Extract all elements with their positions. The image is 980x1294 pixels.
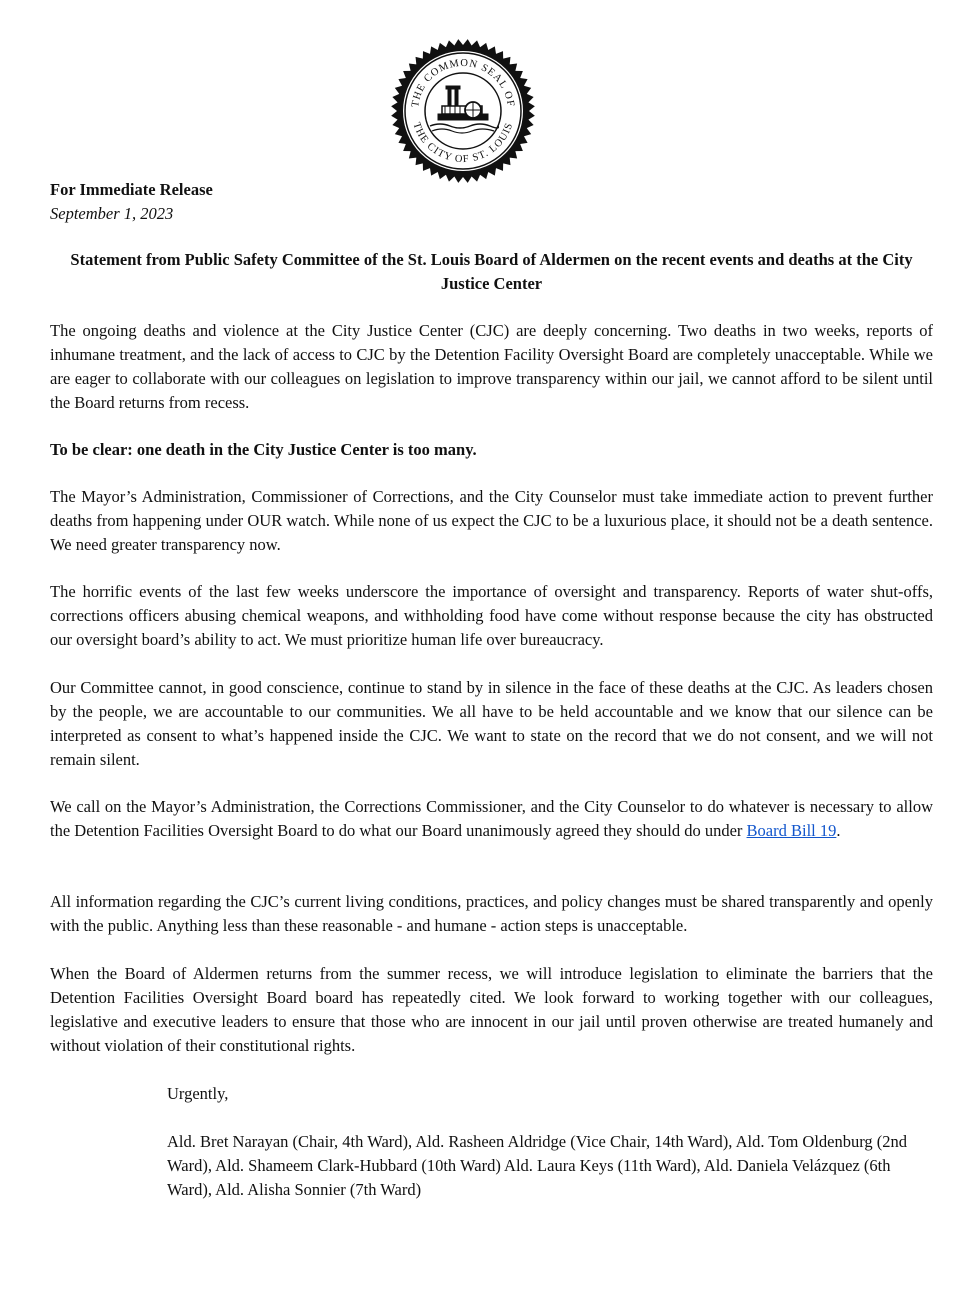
statement-title: Statement from Public Safety Committee of the St. Louis Board of Aldermen on the recent events and deaths at the City Justice Center <box>70 250 913 293</box>
paragraph-5: Our Committee cannot, in good conscience, continue to stand by in silence in the face of these deaths at the CJC. As leaders chosen by the people, we are accountable to our communities. We all have to be held accountable and we know that our silence can be interpreted as consent to what’s happened inside the CJC. We want to state on the record that we do not consent, and we will not remain silent. <box>50 678 933 769</box>
release-date: September 1, 2023 <box>50 204 174 223</box>
paragraph-6-text: We call on the Mayor’s Administration, the Corrections Commissioner, and the City Counselor to do whatever is necessary to allow the Detention Facilities Oversight Board to do what our Board unanimously agreed they should do under <box>50 797 933 840</box>
paragraph-4: The horrific events of the last few weeks underscore the importance of oversight and transparency. Reports of water shut-offs, corrections officers abusing chemical weapons, and withholding food have come without response because the city has obstructed our oversight board’s ability to act. We must prioritize human life over bureaucracy. <box>50 582 933 649</box>
board-bill-19-link[interactable]: Board Bill 19 <box>746 821 837 840</box>
release-label: For Immediate Release <box>50 180 213 199</box>
paragraph-6-end: . <box>836 821 841 840</box>
paragraph-6 <box>50 795 933 843</box>
paragraph-7: All information regarding the CJC’s current living conditions, practices, and policy changes must be shared transparently and openly with the public. Anything less than these reasonable - and humane - action steps is unacceptable. <box>50 892 933 935</box>
release-header <box>50 178 213 226</box>
paragraph-3: The Mayor’s Administration, Commissioner of Corrections, and the City Counselor must take immediate action to prevent further deaths from happening under OUR watch. While none of us expect the CJC to be a luxurious place, it should not be a death sentence. We need greater transparency now. <box>50 487 933 554</box>
paragraph-1: The ongoing deaths and violence at the City Justice Center (CJC) are deeply concerning. Two deaths in two weeks, reports of inhumane treatment, and the lack of access to CJC by the Detention Facility Oversight Board are completely unacceptable. While we are eager to collaborate with our colleagues on legislation to improve transparency within our jail, we cannot afford to be silent until the Board returns from recess. <box>50 321 933 412</box>
paragraph-8: When the Board of Aldermen returns from the summer recess, we will introduce legislation to eliminate the barriers that the Detention Facilities Oversight Board board has repeatedly cited. We look forward to working together with our colleagues, legislative and executive leaders to ensure that those who are innocent in our jail until proven otherwise are treated humanely and without violation of their constitutional rights. <box>50 964 933 1055</box>
paragraph-2: To be clear: one death in the City Justice Center is too many. <box>50 440 477 459</box>
signers-list: Ald. Bret Narayan (Chair, 4th Ward), Ald. Rasheen Aldridge (Vice Chair, 14th Ward), Ald. Tom Oldenburg (2nd Ward), Ald. Shameem Clark-Hubbard (10th Ward) Ald. Laura Keys (11th Ward), Ald. Daniela Velázquez (6th Ward), Ald. Alisha Sonnier (7th Ward) <box>167 1132 908 1199</box>
seal-text-top: THE COMMON SEAL OF <box>410 57 516 108</box>
city-seal-icon <box>390 38 536 184</box>
closing-salutation: Urgently, <box>167 1084 229 1103</box>
seal-text-bottom: THE CITY OF ST. LOUIS <box>410 121 516 166</box>
